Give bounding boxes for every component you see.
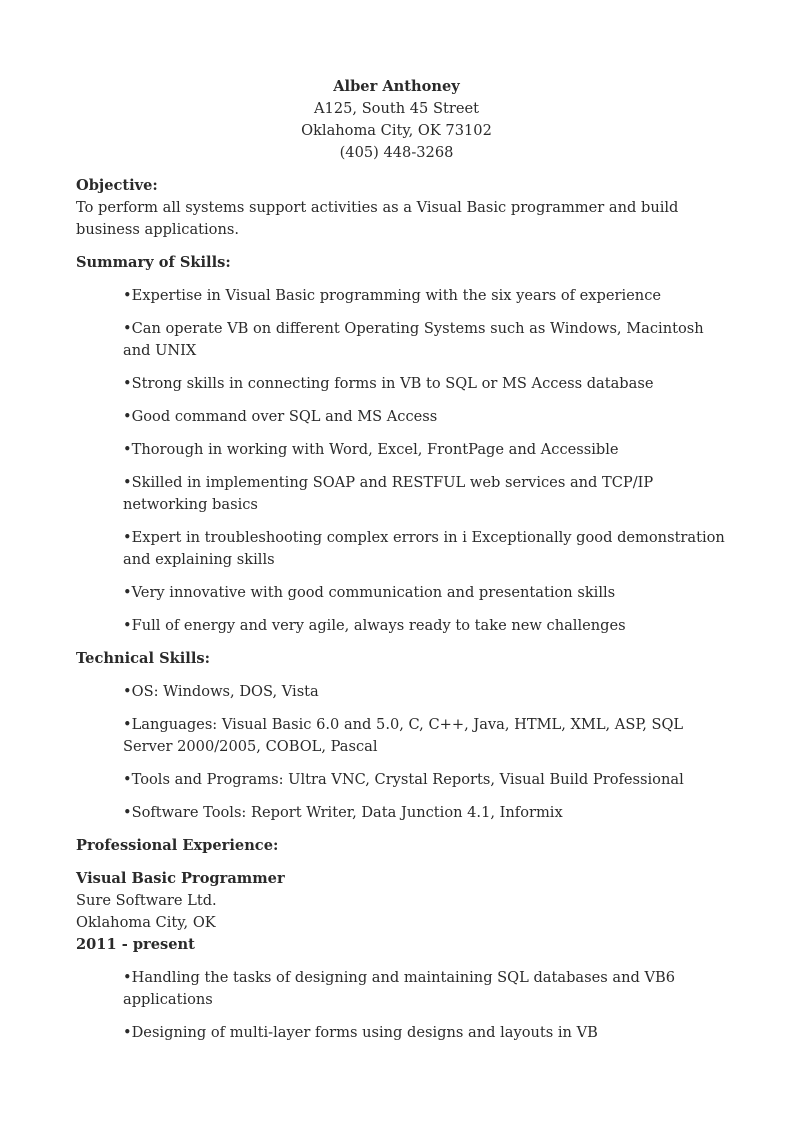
bullet-icon: • bbox=[123, 474, 132, 491]
list-item: •Handling the tasks of designing and maintaining SQL databases and VB6 applications bbox=[123, 969, 675, 1008]
list-item: •Tools and Programs: Ultra VNC, Crystal Reports, Visual Build Professional bbox=[123, 771, 684, 788]
job-location: Oklahoma City, OK bbox=[76, 914, 216, 931]
list-item: •Full of energy and very agile, always ready to take new challenges bbox=[123, 617, 626, 634]
list-item: •Skilled in implementing SOAP and RESTFUL web services and TCP/IP networking basics bbox=[123, 474, 654, 513]
objective-heading: Objective: bbox=[76, 177, 158, 194]
bullet-icon: • bbox=[123, 1024, 132, 1041]
bullet-icon: • bbox=[123, 320, 132, 337]
bullet-icon: • bbox=[123, 683, 132, 700]
list-item: •Thorough in working with Word, Excel, FrontPage and Accessible bbox=[123, 441, 619, 458]
summary-list bbox=[76, 285, 726, 637]
job-title: Visual Basic Programmer bbox=[76, 870, 285, 887]
experience-heading: Professional Experience: bbox=[76, 837, 279, 854]
candidate-name: Alber Anthoney bbox=[333, 78, 460, 95]
city-state-zip: Oklahoma City, OK 73102 bbox=[301, 122, 492, 139]
list-item: •Software Tools: Report Writer, Data Junction 4.1, Informix bbox=[123, 804, 563, 821]
summary-section bbox=[76, 252, 726, 637]
objective-section bbox=[76, 175, 726, 241]
list-item: •Very innovative with good communication and presentation skills bbox=[123, 584, 616, 601]
list-item: •Good command over SQL and MS Access bbox=[123, 408, 438, 425]
job-dates: 2011 - present bbox=[76, 936, 195, 953]
objective-text: To perform all systems support activities as a Visual Basic programmer and build business applications. bbox=[76, 199, 679, 238]
bullet-icon: • bbox=[123, 408, 132, 425]
job-duties-list bbox=[76, 967, 726, 1044]
bullet-icon: • bbox=[123, 804, 132, 821]
technical-list bbox=[76, 681, 726, 824]
bullet-icon: • bbox=[123, 584, 132, 601]
bullet-icon: • bbox=[123, 771, 132, 788]
contact-header bbox=[0, 76, 793, 164]
street-address: A125, South 45 Street bbox=[314, 100, 479, 117]
technical-heading: Technical Skills: bbox=[76, 650, 210, 667]
bullet-icon: • bbox=[123, 969, 132, 986]
bullet-icon: • bbox=[123, 617, 132, 634]
bullet-icon: • bbox=[123, 441, 132, 458]
job-company: Sure Software Ltd. bbox=[76, 892, 217, 909]
list-item: •Expert in troubleshooting complex errors in i Exceptionally good demonstration and explaining skills bbox=[123, 529, 725, 568]
list-item: •Strong skills in connecting forms in VB to SQL or MS Access database bbox=[123, 375, 654, 392]
list-item: •Can operate VB on different Operating Systems such as Windows, Macintosh and UNIX bbox=[123, 320, 704, 359]
resume-body bbox=[76, 175, 726, 1055]
list-item: •OS: Windows, DOS, Vista bbox=[123, 683, 319, 700]
bullet-icon: • bbox=[123, 375, 132, 392]
bullet-icon: • bbox=[123, 716, 132, 733]
list-item: •Languages: Visual Basic 6.0 and 5.0, C, C++, Java, HTML, XML, ASP, SQL Server 2000/2005, COBOL, Pascal bbox=[123, 716, 684, 755]
summary-heading: Summary of Skills: bbox=[76, 254, 231, 271]
bullet-icon: • bbox=[123, 529, 132, 546]
list-item: •Expertise in Visual Basic programming with the six years of experience bbox=[123, 287, 662, 304]
bullet-icon: • bbox=[123, 287, 132, 304]
list-item: •Designing of multi-layer forms using designs and layouts in VB bbox=[123, 1024, 598, 1041]
technical-section bbox=[76, 648, 726, 824]
phone-number: (405) 448-3268 bbox=[339, 144, 454, 161]
experience-section bbox=[76, 835, 726, 1044]
